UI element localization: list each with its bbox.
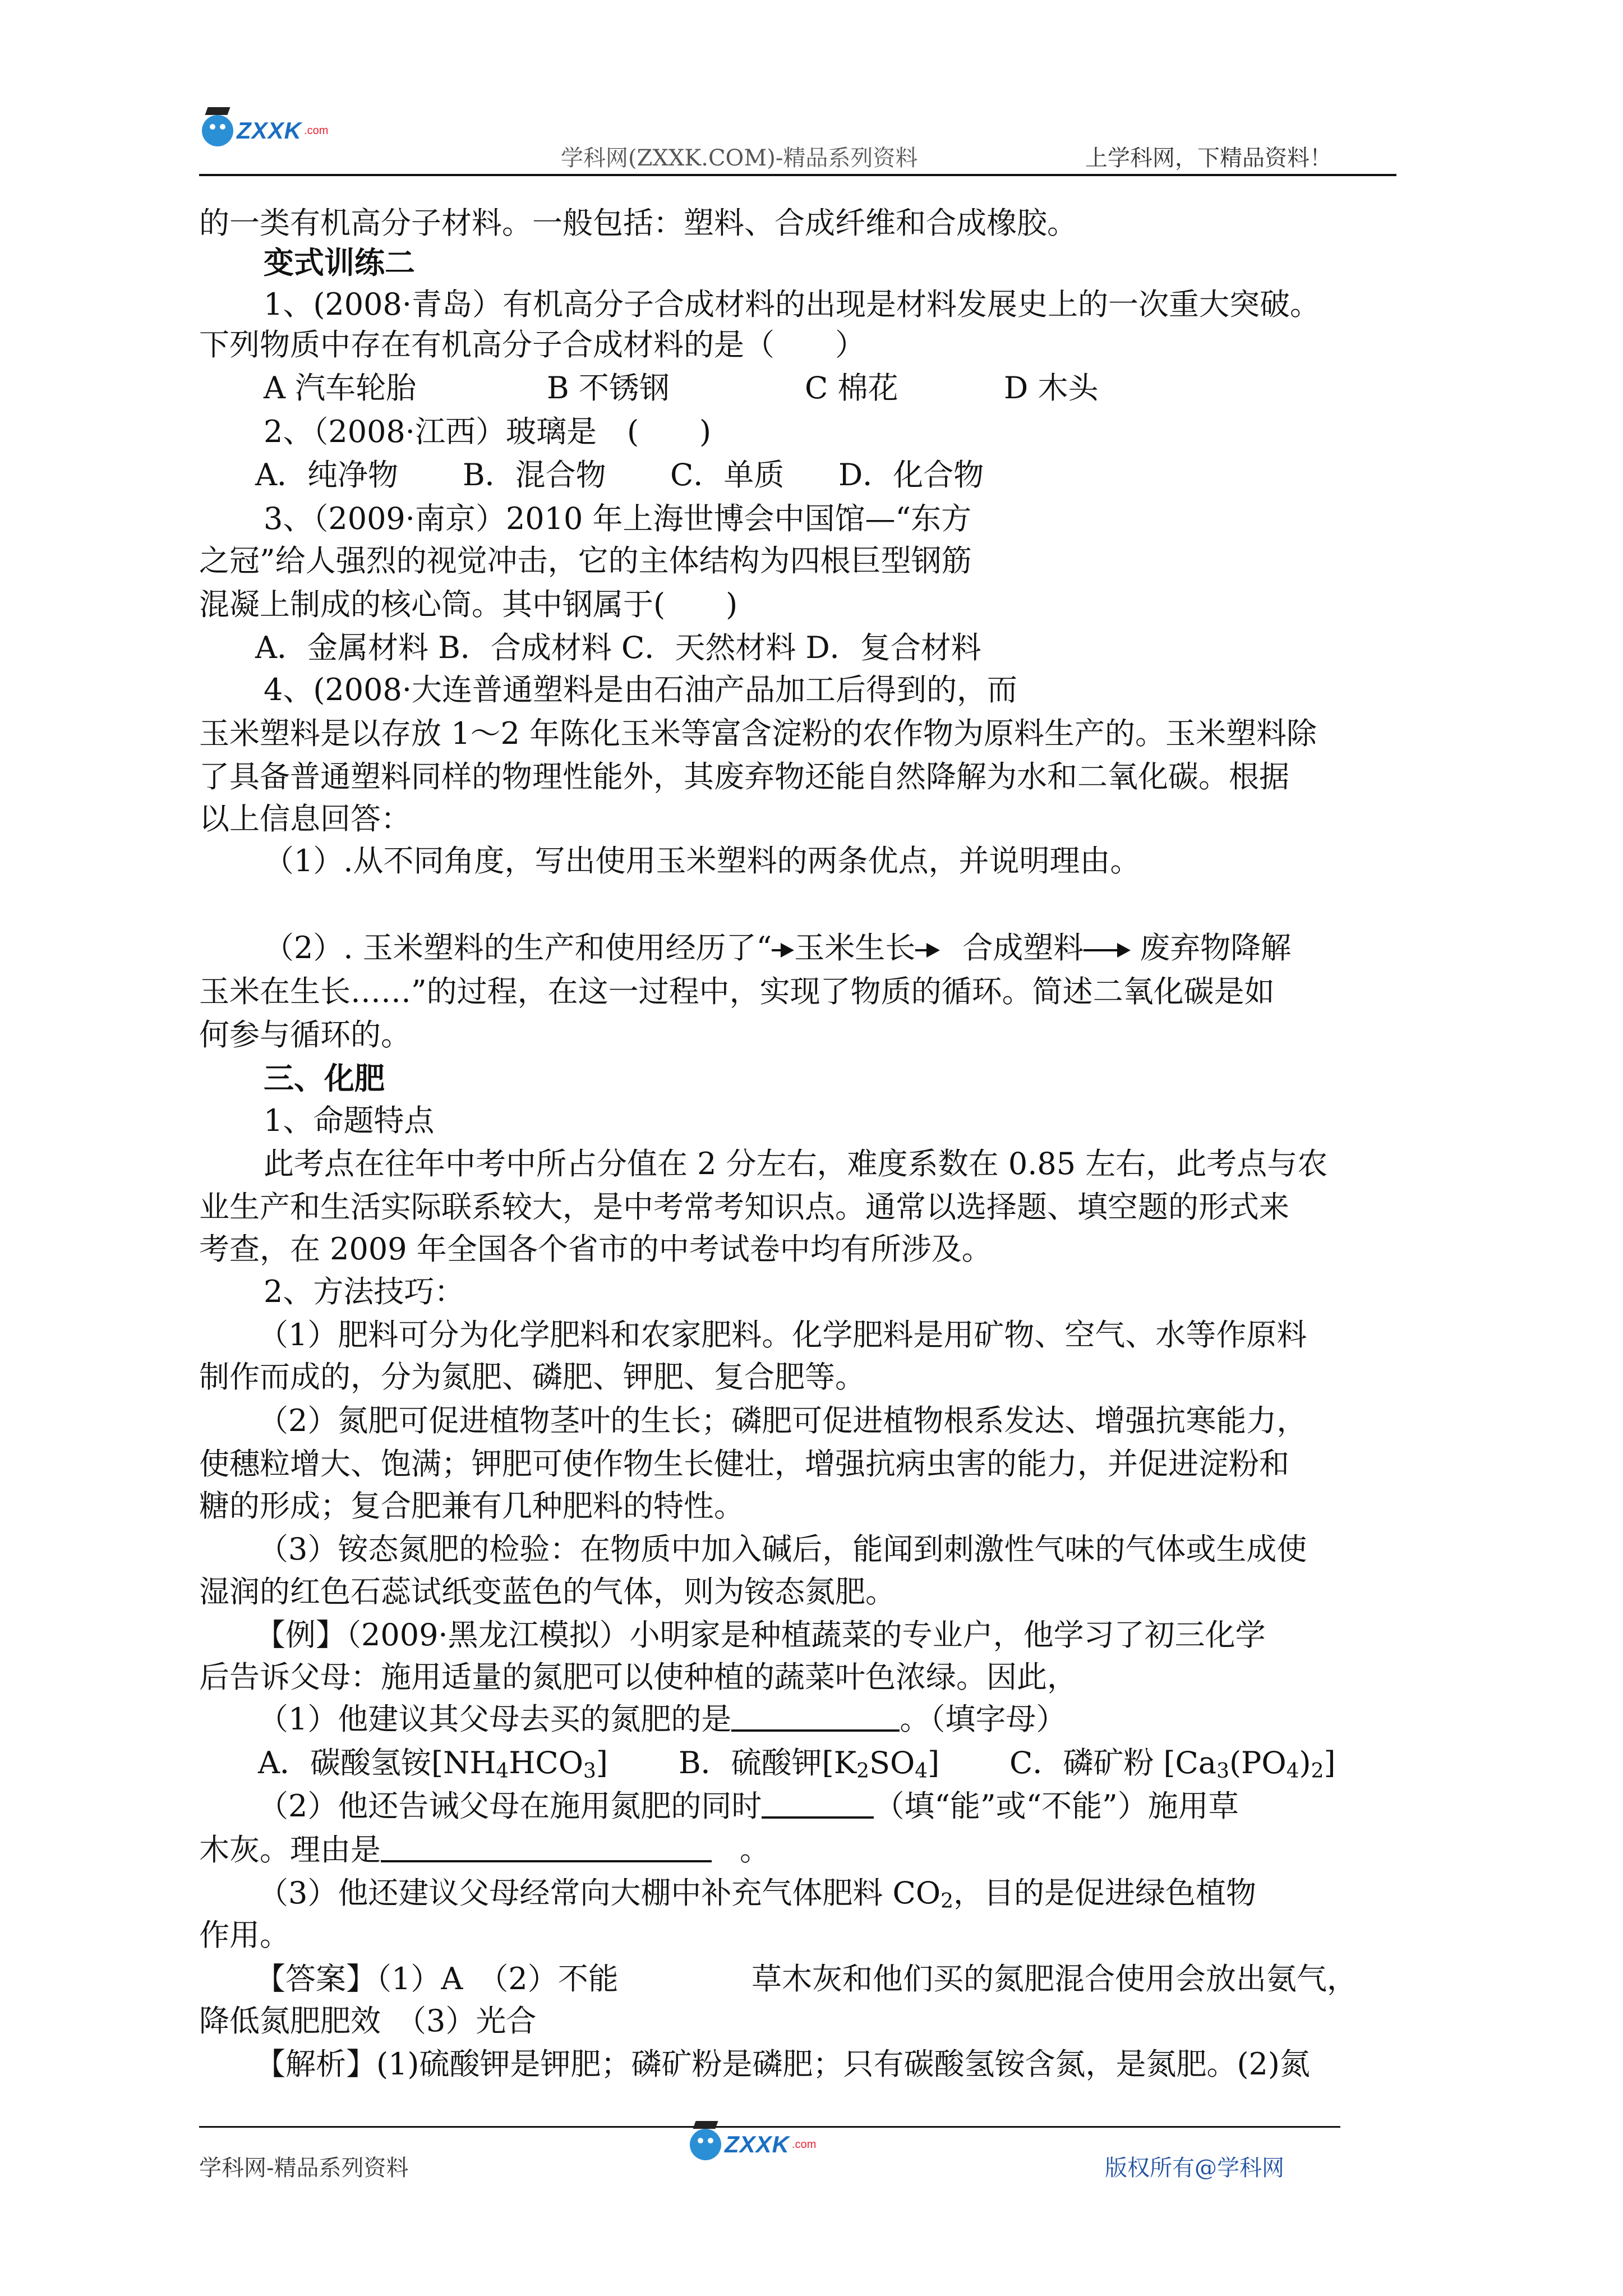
header-right: 上学科网，下精品资料！	[1085, 145, 1332, 171]
choice-a: A．纯净物	[255, 457, 398, 493]
choice-b: B 不锈钢	[547, 370, 670, 406]
text-line: 降低氮肥肥效 （3）光合	[199, 2003, 537, 2039]
text-line: A．金属材料 B．合成材料 C．天然材料 D．复合材料	[255, 630, 981, 665]
text-line: 以上信息回答：	[199, 801, 411, 836]
text-line: 玉米在生长……”的过程，在这一过程中，实现了物质的循环。简述二氧化碳是如	[199, 974, 1275, 1009]
question-line: 木灰。理由是 。	[199, 1832, 770, 1867]
choice-b: B．硫酸钾$[K_2SO_4]$	[679, 1745, 940, 1783]
footer-left: 学科网-精品系列资料	[199, 2155, 409, 2181]
footer-logo: ZXXK .com	[690, 2129, 816, 2160]
cycle-line: （2）. 玉米塑料的生产和使用经历了“ 玉米生长 合成塑料 废弃物降解	[264, 930, 1292, 965]
text-line: 【解析】(1)硫酸钾是钾肥；磷矿粉是磷肥；只有碳酸氢铵含氮，是氮肥。(2)氮	[255, 2046, 1310, 2082]
text-line: 作用。	[199, 1917, 290, 1953]
section-heading: 三、化肥	[264, 1060, 385, 1096]
choice-row	[264, 369, 1099, 408]
header-logo: ZXXK .com	[202, 115, 328, 146]
text-line: 何参与循环的。	[199, 1017, 411, 1052]
mascot-icon	[202, 115, 233, 146]
text-line: 2、（2008·江西）玻璃是 ( )	[264, 414, 712, 449]
text-line: 的一类有机高分子材料。一般包括：塑料、合成纤维和合成橡胶。	[199, 205, 1077, 241]
text-line: 使穗粒增大、饱满；钾肥可使作物生长健壮，增强抗病虫害的能力，并促进淀粉和	[199, 1446, 1289, 1481]
answer-blank	[381, 1835, 712, 1862]
text-line: （3）铵态氮肥的检验：在物质中加入碱后，能闻到刺激性气味的气体或生成使	[258, 1531, 1307, 1567]
choice-row	[255, 455, 984, 495]
text-line: 下列物质中存在有机高分子合成材料的是（ ）	[199, 327, 865, 362]
text-line: （2）氮肥可促进植物茎叶的生长；磷肥可促进植物根系发达、增强抗寒能力，	[258, 1403, 1307, 1438]
answer-blank	[762, 1792, 874, 1819]
choice-a: A 汽车轮胎	[264, 370, 417, 406]
text-line: 业生产和生活实际联系较大，是中考常考知识点。通常以选择题、填空题的形式来	[199, 1189, 1289, 1225]
question-line: （1）他建议其父母去买的氮肥的是 。（填字母）	[258, 1701, 1067, 1737]
text-line: （1）.从不同角度，写出使用玉米塑料的两条优点，并说明理由。	[264, 843, 1141, 878]
text-line: 混凝上制成的核心筒。其中钢属于( )	[199, 587, 738, 622]
text-line: 2、方法技巧：	[264, 1274, 465, 1309]
arrow-icon	[915, 936, 940, 964]
text-line: 【例】（2009·黑龙江模拟）小明家是种植蔬菜的专业户，他学习了初三化学	[255, 1617, 1266, 1653]
choice-c: C．单质	[670, 457, 785, 493]
choice-a: A．碳酸氢铵$[NH_4HCO_3]$	[258, 1745, 608, 1783]
answer-line: 【答案】（1）A （2）不能 草木灰和他们买的氮肥混合使用会放出氨气，	[255, 1961, 1357, 1996]
text-line: 1、命题特点	[264, 1103, 435, 1138]
text-line: 糖的形成；复合肥兼有几种肥料的特性。	[199, 1488, 744, 1524]
answer-blank	[731, 1705, 900, 1732]
text-line: 制作而成的，分为氮肥、磷肥、钾肥、复合肥等。	[199, 1359, 865, 1395]
arrow-icon	[1083, 936, 1131, 964]
text-line: 4、(2008·大连普通塑料是由石油产品加工后得到的，而	[264, 672, 1018, 707]
section-heading: 变式训练二	[264, 245, 415, 280]
question-line: （2）他还告诫父母在施用氮肥的同时 （填“能”或“不能”）施用草	[258, 1788, 1239, 1824]
text-line: 此考点在往年中考中所占分值在 2 分左右，难度系数在 0.85 左右，此考点与农	[264, 1146, 1328, 1181]
header-rule	[199, 174, 1396, 176]
text-line: 考查，在 2009 年全国各个省市的中考试卷中均有所涉及。	[199, 1231, 992, 1267]
footer-right: 版权所有@学科网	[1105, 2155, 1284, 2181]
header-center: 学科网(ZXXK.COM)-精品系列资料	[561, 145, 918, 171]
choice-row	[258, 1743, 1336, 1783]
choice-d: D 木头	[1004, 370, 1099, 406]
footer-rule	[199, 2126, 1340, 2128]
mascot-icon	[690, 2129, 721, 2160]
text-line: 1、(2008·青岛）有机高分子合成材料的出现是材料发展史上的一次重大突破。	[264, 287, 1321, 322]
text-line: 之冠”给人强烈的视觉冲击，它的主体结构为四根巨型钢筋	[199, 543, 972, 578]
question-line: （3）他还建议父母经常向大棚中补充气体肥料 $CO_2$，目的是促进绿色植物	[258, 1875, 1257, 1913]
choice-c: C．磷矿粉 $[Ca_3(PO_4)_2]$	[1009, 1745, 1336, 1783]
choice-d: D．化合物	[838, 457, 984, 493]
text-line: （1）肥料可分为化学肥料和农家肥料。化学肥料是用矿物、空气、水等作原料	[258, 1317, 1307, 1352]
text-line: 了具备普通塑料同样的物理性能外，其废弃物还能自然降解为水和二氧化碳。根据	[199, 759, 1289, 794]
text-line: 玉米塑料是以存放 1～2 年陈化玉米等富含淀粉的农作物为原料生产的。玉米塑料除	[199, 716, 1317, 751]
choice-b: B．混合物	[463, 457, 606, 493]
text-line: 湿润的红色石蕊试纸变蓝色的气体，则为铵态氮肥。	[199, 1574, 896, 1609]
text-line: 后告诉父母：施用适量的氮肥可以使种植的蔬菜叶色浓绿。因此，	[199, 1659, 1077, 1695]
choice-c: C 棉花	[805, 370, 898, 406]
text-line: 3、（2009·南京）2010 年上海世博会中国馆—“东方	[264, 501, 972, 536]
arrow-icon	[772, 936, 794, 964]
